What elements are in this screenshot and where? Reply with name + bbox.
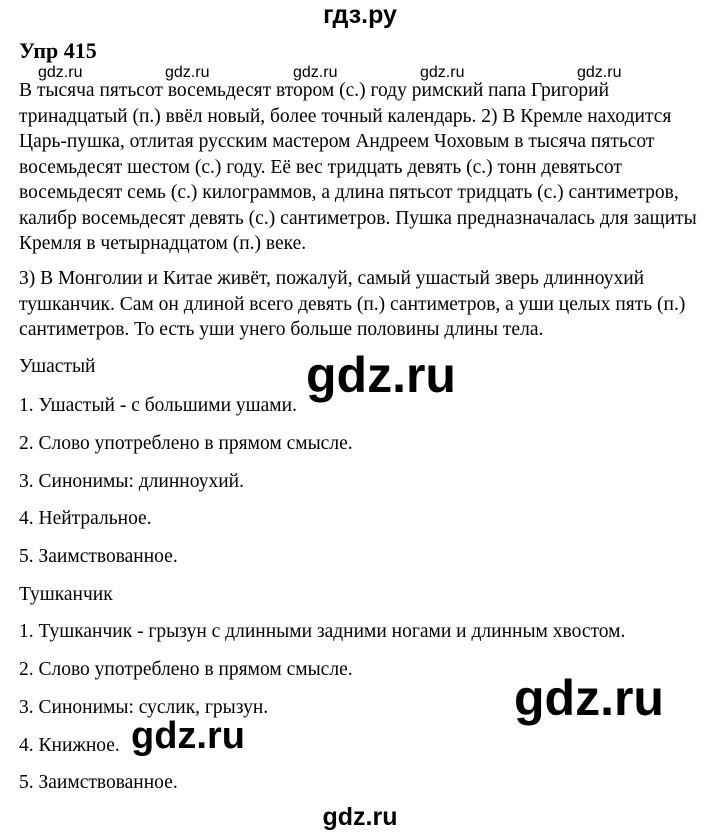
list-item: 3. Синонимы: длинноухий. <box>19 471 244 492</box>
paragraph-1: В тысяча пятьсот восемьдесят втором (с.) году римский папа Григорий тринадцатый (п.) ввёл новый, более точный календарь. 2) В Кремле находится Царь-пушка, отлитая русским мастером Андреем Чоховым в тысяча пятьсот восемьдесят шестом (с.) году. Её вес тридцать девять (с.) тонн девятьсот восемьдесят семь (с.) килограммов, а длина пятьсот тридцать (с.) сантиметров, калибр восемьдесят девять (с.) сантиметров. Пушка предназначалась для защиты Кремля в четырнадцатом (п.) веке. <box>19 80 697 254</box>
list-item: 4. Книжное. <box>19 735 120 756</box>
watermark-small: gdz.ru <box>165 64 210 81</box>
watermark-small: gdz.ru <box>420 64 465 81</box>
list-item: 3. Синонимы: суслик, грызун. <box>19 697 269 718</box>
list-item: 2. Слово употреблено в прямом смысле. <box>19 659 353 680</box>
list-item: 5. Заимствованное. <box>19 546 178 567</box>
list-item: 4. Нейтральное. <box>19 508 152 529</box>
exercise-title: Упр 415 <box>19 38 97 63</box>
watermark-footer: gdz.ru <box>322 803 398 831</box>
word-heading-tushkanchik: Тушканчик <box>19 584 113 605</box>
word-heading-ushasty: Ушастый <box>19 356 96 377</box>
watermark-small: gdz.ru <box>293 64 338 81</box>
paragraph-2: 3) В Монголии и Китае живёт, пожалуй, самый ушастый зверь длинноухий тушканчик. Сам он длиной всего девять (п.) сантиметров, а уши целых пять (п.) сантиметров. То есть уши унего больше половины длины тела. <box>19 268 686 340</box>
list-item: 5. Заимствованное. <box>19 772 178 793</box>
watermark-large: gdz.ru <box>306 347 456 403</box>
site-header: гдз.ру <box>323 1 397 29</box>
list-item: 1. Ушастый - с большими ушами. <box>19 395 297 416</box>
list-item: 1. Тушканчик - грызун с длинными задними ногами и длинным хвостом. <box>19 621 626 642</box>
watermark-medium: gdz.ru <box>131 715 245 757</box>
watermark-small: gdz.ru <box>38 64 83 81</box>
list-item: 2. Слово употреблено в прямом смысле. <box>19 433 353 454</box>
watermark-small: gdz.ru <box>577 64 622 81</box>
watermark-large: gdz.ru <box>514 670 664 726</box>
